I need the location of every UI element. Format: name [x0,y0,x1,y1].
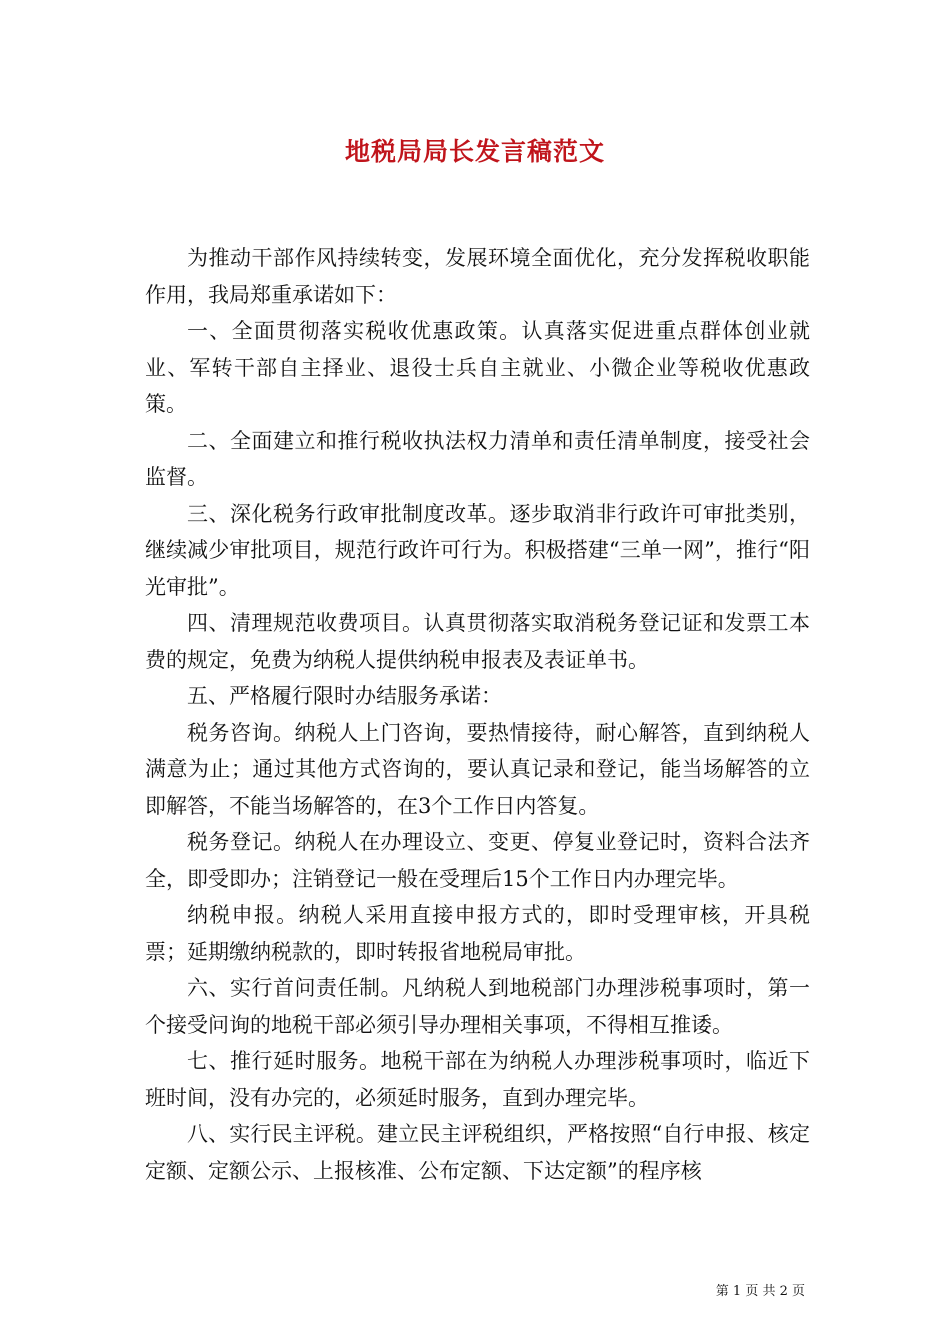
document-title: 地税局局长发言稿范文 [344,137,605,166]
paragraph: 税务登记。纳税人在办理设立、变更、停复业登记时，资料合法齐全，即受即办；注销登记一般在受理后15个工作日内办理完毕。 [145,830,810,891]
document-body [145,240,810,1189]
paragraph: 三、深化税务行政审批制度改革。逐步取消非行政许可审批类别，继续减少审批项目，规范行政许可行为。积极搭建“三单一网”，推行“阳光审批”。 [145,501,810,599]
page-number: 第 1 页 共 2 页 [715,1284,805,1299]
paragraph: 五、严格履行限时办结服务承诺： [187,684,502,708]
paragraph: 税务咨询。纳税人上门咨询，要热情接待，耐心解答，直到纳税人满意为止；通过其他方式咨询的，要认真记录和登记，能当场解答的立即解答，不能当场解答的，在3个工作日内答复。 [145,720,810,818]
paragraph: 七、推行延时服务。地税干部在为纳税人办理涉税事项时，临近下班时间，没有办完的，必须延时服务，直到办理完毕。 [145,1049,810,1110]
paragraph: 一、全面贯彻落实税收优惠政策。认真落实促进重点群体创业就业、军转干部自主择业、退役士兵自主就业、小微企业等税收优惠政策。 [145,319,810,416]
paragraph: 八、实行民主评税。建立民主评税组织，严格按照“自行申报、核定定额、定额公示、上报核准、公布定额、下达定额”的程序核 [145,1122,810,1183]
paragraph: 纳税申报。纳税人采用直接申报方式的，即时受理审核，开具税票；延期缴纳税款的，即时转报省地税局审批。 [145,903,810,964]
paragraph: 为推动干部作风持续转变，发展环境全面优化，充分发挥税收职能作用，我局郑重承诺如下： [145,246,810,307]
paragraph: 二、全面建立和推行税收执法权力清单和责任清单制度，接受社会监督。 [145,428,810,489]
paragraph: 四、清理规范收费项目。认真贯彻落实取消税务登记证和发票工本费的规定，免费为纳税人提供纳税申报表及表证单书。 [145,611,810,672]
paragraph: 六、实行首问责任制。凡纳税人到地税部门办理涉税事项时，第一个接受问询的地税干部必须引导办理相关事项，不得相互推诿。 [145,976,810,1037]
